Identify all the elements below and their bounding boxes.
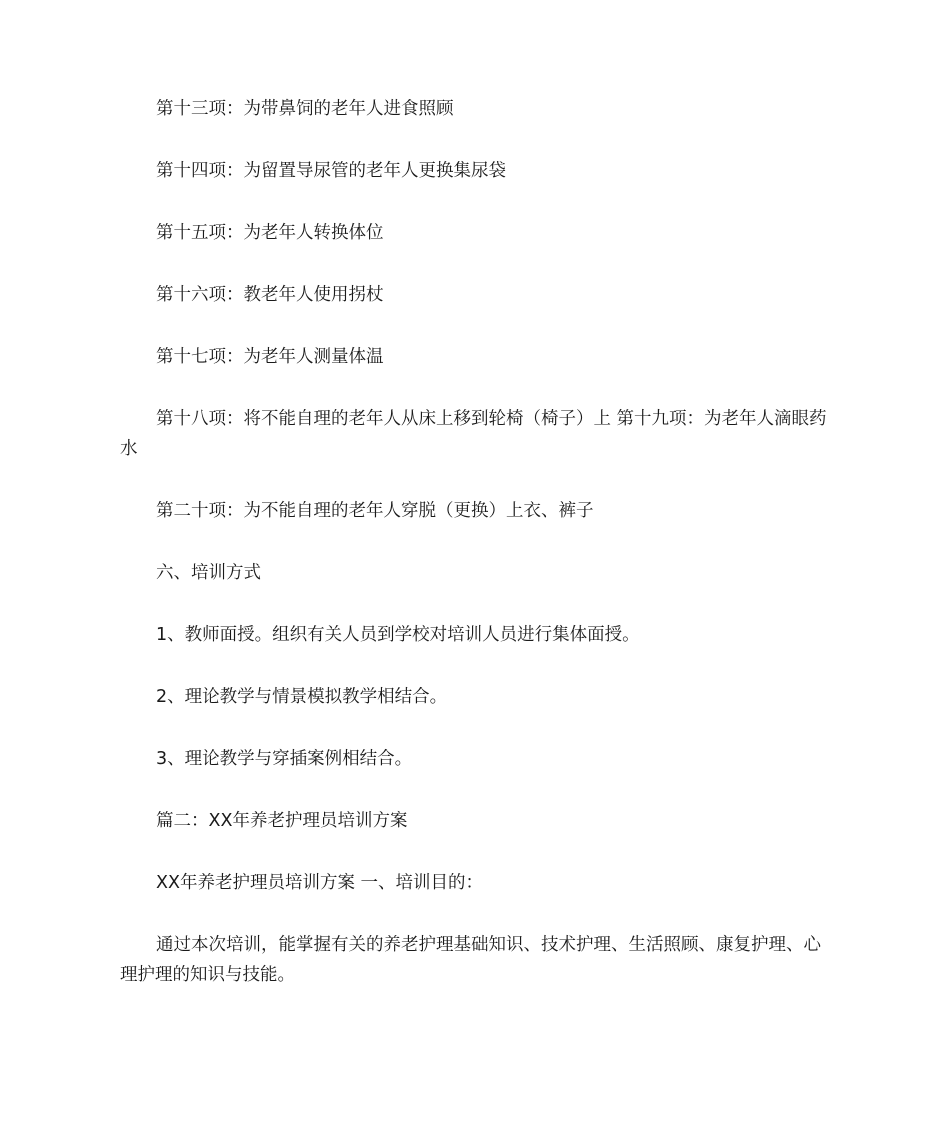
paragraph-item-14: 第十四项：为留置导尿管的老年人更换集尿袋 [156, 161, 506, 181]
paragraph-item-17: 第十七项：为老年人测量体温 [156, 347, 384, 367]
plan-title-training-goal: XX年养老护理员培训方案 一、培训目的： [156, 873, 484, 893]
list-item-method-1: 1、教师面授。组织有关人员到学校对培训人员进行集体面授。 [156, 625, 640, 645]
paragraph-item-20: 第二十项：为不能自理的老年人穿脱（更换）上衣、裤子 [156, 501, 594, 521]
paragraph-item-18-19: 第十八项：将不能自理的老年人从床上移到轮椅（椅子）上 第十九项：为老年人滴眼药水 [120, 409, 827, 459]
paragraph-item-13: 第十三项：为带鼻饲的老年人进食照顾 [156, 99, 454, 119]
list-item-method-2: 2、理论教学与情景模拟教学相结合。 [156, 687, 448, 707]
list-item-method-3: 3、理论教学与穿插案例相结合。 [156, 749, 413, 769]
paragraph-item-15: 第十五项：为老年人转换体位 [156, 223, 384, 243]
paragraph-training-goal: 通过本次培训，能掌握有关的养老护理基础知识、技术护理、生活照顾、康复护理、心理护理的知识与技能。 [120, 935, 821, 985]
article-heading-part-two: 篇二：XX年养老护理员培训方案 [156, 811, 408, 831]
section-heading-training-method: 六、培训方式 [156, 563, 261, 583]
paragraph-item-16: 第十六项：教老年人使用拐杖 [156, 285, 384, 305]
